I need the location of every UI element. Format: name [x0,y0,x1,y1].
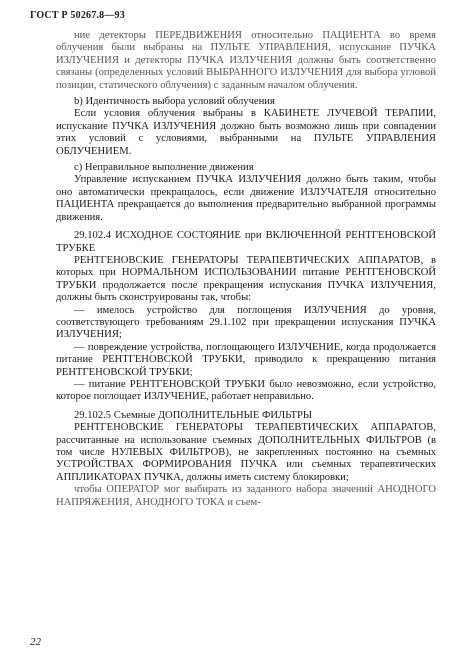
paragraph: Управление испусканием ПУЧКА ИЗЛУЧЕНИЯ должно быть таким, чтобы оно автоматически прекращалось, если движение ИЗЛУЧАТЕЛЯ относительно ПАЦИЕНТА прекращается до выполнения предварительно выбранной программы движения. [56,174,436,223]
page-number: 22 [30,636,41,648]
bullet-item: — имелось устройство для поглощения ИЗЛУЧЕНИЯ до уровня, соответствующего требованиям 29.1.102 при прекращении испускания ПУЧКА ИЗЛУЧЕНИЯ; [56,304,436,341]
list-item-heading: c) Неправильное выполнение движения [74,162,254,174]
document-standard-header: ГОСТ Р 50267.8—93 [30,10,125,21]
paragraph: ние детекторы ПЕРЕДВИЖЕНИЯ относительно ПАЦИЕНТА во время облучения были выбраны на ПУЛЬТЕ УПРАВЛЕНИЯ, испускание ПУЧКА ИЗЛУЧЕНИЯ и детекторы ПУЧКА ИЗЛУЧЕНИЯ должны быть соответственно связаны (определенных условий ВЫБРАННОГО ИЗЛУЧЕНИЯ для выбора угловой позиции, статического облучения) с заданным началом облучения. [56,30,436,91]
document-body [56,30,436,509]
list-item-heading: b) Идентичность выбора условий облучения [74,96,275,108]
paragraph: чтобы ОПЕРАТОР мог выбирать из заданного набора значений АНОДНОГО НАПРЯЖЕНИЯ, АНОДНОГО ТОКА и съем- [56,484,436,508]
section-heading: 29.102.4 ИСХОДНОЕ СОСТОЯНИЕ при ВКЛЮЧЕННОЙ РЕНТГЕНОВСКОЙ ТРУБКЕ [56,230,436,254]
paragraph: РЕНТГЕНОВСКИЕ ГЕНЕРАТОРЫ ТЕРАПЕВТИЧЕСКИХ АППАРАТОВ, рассчитанные на использование съемных ДОПОЛНИТЕЛЬНЫХ ФИЛЬТРОВ (в том числе НУЛЕВЫХ ФИЛЬТРОВ), не закрепленных постоянно на съемных УСТРОЙСТВАХ ФОРМИРОВАНИЯ ПУЧКА или съемных терапевтических АППЛИКАТОРАХ ПУЧКА, должны иметь систему блокировки; [56,422,436,483]
bullet-item: — питание РЕНТГЕНОВСКОЙ ТРУБКИ было невозможно, если устройство, которое поглощает ИЗЛУЧЕНИЕ, работает неправильно. [56,378,436,403]
paragraph: Если условия облучения выбраны в КАБИНЕТЕ ЛУЧЕВОЙ ТЕРАПИИ, испускание ПУЧКА ИЗЛУЧЕНИЯ должно быть возможно лишь при совпадении этих условий с условиями, выбранными на ПУЛЬТЕ УПРАВЛЕНИЯ ОБЛУЧЕНИЕМ. [56,108,436,157]
paragraph: РЕНТГЕНОВСКИЕ ГЕНЕРАТОРЫ ТЕРАПЕВТИЧЕСКИХ АППАРАТОВ, в которых при НОРМАЛЬНОМ ИСПОЛЬЗОВАНИИ питание РЕНТГЕНОВСКОЙ ТРУБКИ продолжается после прекращения испускания ПУЧКА ИЗЛУЧЕНИЯ, должны быть сконструированы так, чтобы: [56,254,436,304]
section-heading: 29.102.5 Съемные ДОПОЛНИТЕЛЬНЫЕ ФИЛЬТРЫ [74,409,313,421]
bullet-item: — повреждение устройства, поглощающего ИЗЛУЧЕНИЕ, когда продолжается питание РЕНТГЕНОВСКОЙ ТРУБКИ, приводило к прекращению питания РЕНТГЕНОВСКОЙ ТРУБКИ; [56,341,436,378]
